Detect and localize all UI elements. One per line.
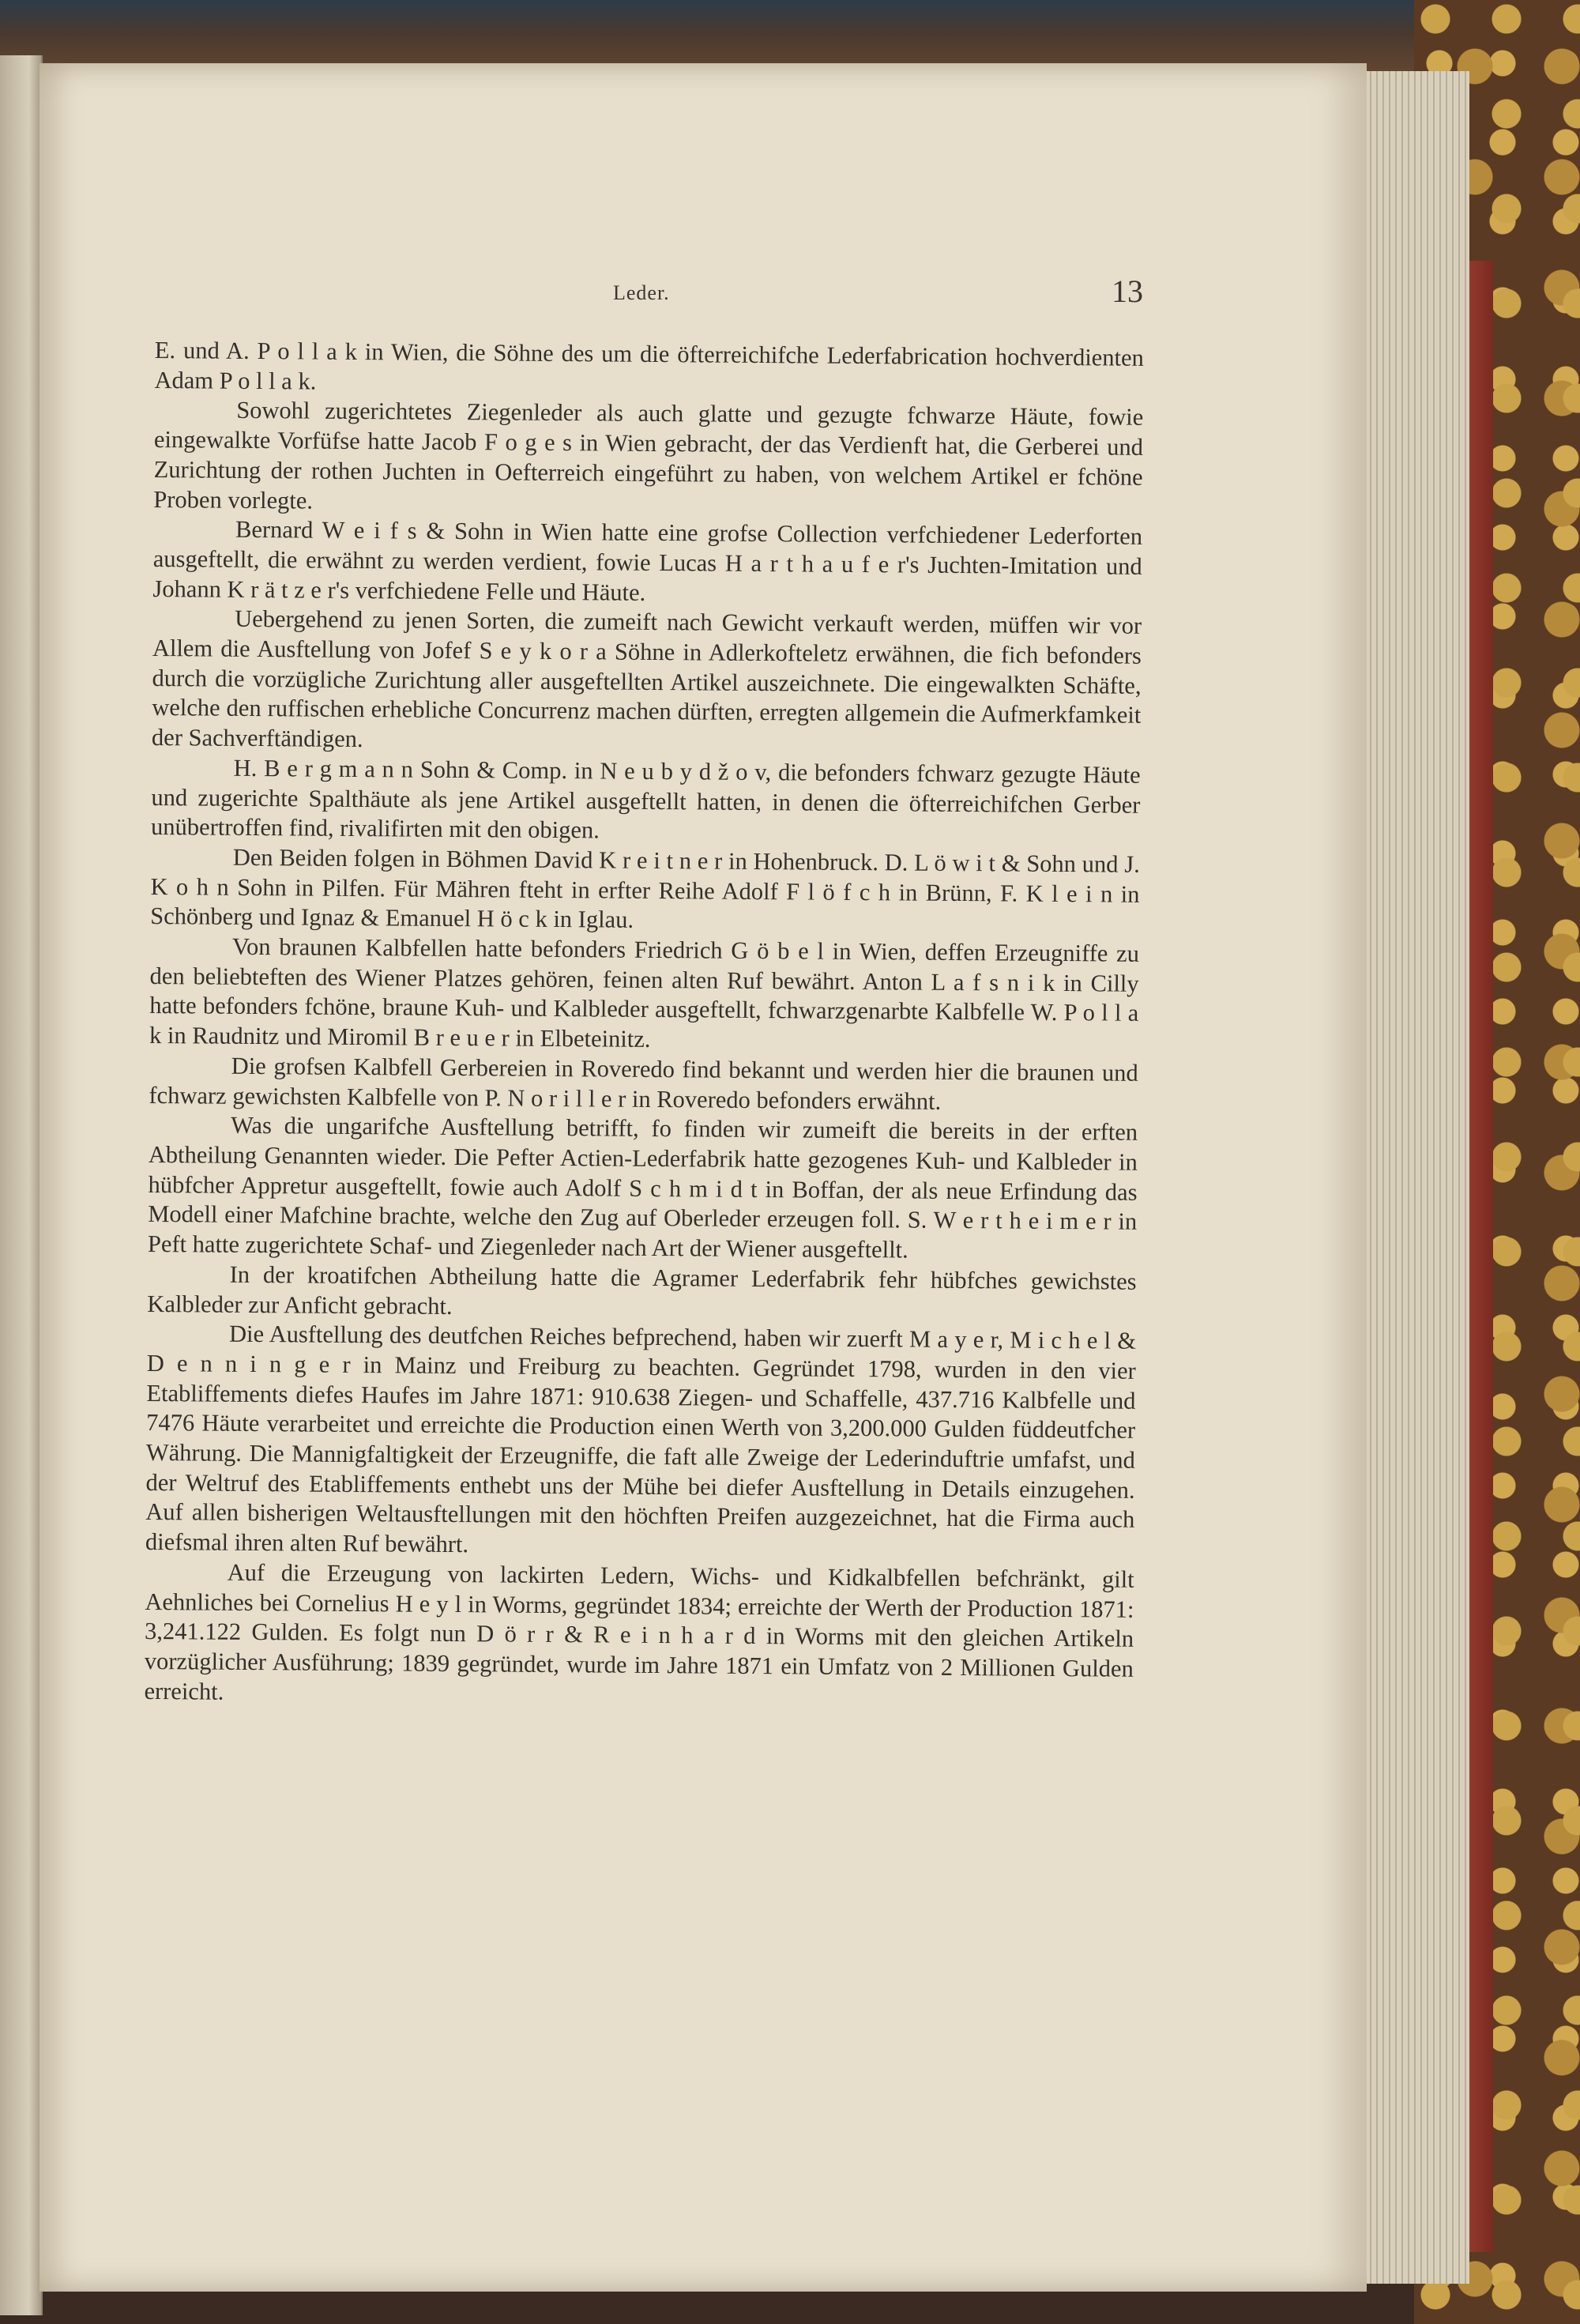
paragraph: Uebergehend zu jenen Sorten, die zumeift nach Gewicht verkauft werden, müffen wir vor Allem die Ausftellung von Jofef S e y k o r a Söhne in Adlerkofteletz erwähnen, die fich befonders durch die vorzügliche Zurichtung aller ausgeftellten Artikel auszeichnete. Die eingewalkten Schäfte, welche den ruffischen erhebliche Concurrenz machen dürften, erregten allgemein die Aufmerkfamkeit der Sachverftändigen. [151, 605, 1142, 753]
paragraph: E. und A. P o l l a k in Wien, die Söhne des um die öfterreichifche Lederfabrication hochverdienten Adam P o l l a k. [154, 336, 1144, 395]
paragraph: Die Ausftellung des deutfchen Reiches befprechend, haben wir zuerft M a y e r, M i c h e l & D e n n i n g e r in Mainz und Freiburg zu beachten. Gegründet 1798, wurden in den vier Etabliffements diefes Haufes im Jahre 1871: 910.638 Ziegen- und Schaffelle, 437.716 Kalbfelle und 7476 Häute verarbeitet und erreichte die Production einen Werth von 3,200.000 Gulden füddeutfcher Währung. Die Mannigfaltigkeit der Erzeugniffe, die faft alle Zweige der Lederinduftrie umfafst, und der Weltruf des Etabliffements enthebt uns der Mühe bei diefer Ausftellung in Details einzugehen. Auf allen bisherigen Weltausftellungen mit den höchften Preifen auzgezeichnet, hat die Firma auch diefsmal ihren alten Ruf bewährt. [145, 1320, 1137, 1558]
paragraph: Von braunen Kalbfellen hatte befonders Friedrich G ö b e l in Wien, deffen Erzeugniffe zu den beliebteften des Wiener Platzes gehören, feinen alten Ruf bewährt. Anton L a f s n i k in Cilly hatte befonders fchöne, braune Kuh- und Kalbleder ausgeftellt, fchwarzgenarbte Kalbfelle W. P o l l a k in Raudnitz und Miromil B r e u e r in Elbeteinitz. [149, 932, 1140, 1053]
page-number: 13 [1112, 273, 1143, 309]
paragraph: Auf die Erzeugung von lackirten Ledern, Wichs- und Kidkalbfellen befchränkt, gilt Aehnliches bei Cornelius H e y l in Worms, gegründet 1834; erreichte der Werth der Production 1871: 3,241.122 Gulden. Es folgt nun D ö r r & R e i n h a r d in Worms mit den gleichen Artikeln vorzüglicher Ausführung; 1839 gegründet, wurde im Jahre 1871 ein Umfatz von 2 Millionen Gulden erreicht. [144, 1558, 1134, 1705]
body-text [144, 336, 1144, 1714]
paragraph: H. B e r g m a n n Sohn & Comp. in N e u b y d ž o v, die befonders fchwarz gezugte Häute und zugerichte Spalthäute als jene Artikel ausgeftellt hatten, in denen die öfterreichifchen Gerber unübertroffen find, rivalifirten mit den obigen. [150, 754, 1141, 844]
paragraph: Die grofsen Kalbfell Gerbereien in Roveredo find bekannt und werden hier die braunen und fchwarz gewichsten Kalbfelle von P. N o r i l l e r in Roveredo befonders erwähnt. [149, 1052, 1138, 1115]
facing-page-edge [0, 55, 43, 2315]
paragraph: Den Beiden folgen in Böhmen David K r e i t n e r in Hohenbruck. D. L ö w i t & Sohn und J. K o h n Sohn in Pilfen. Für Mähren fteht in erfter Reihe Adolf F l ö f c h in Brünn, F. K l e i n in Schönberg und Ignaz & Emanuel H ö c k in Iglau. [150, 843, 1140, 934]
paragraph: Sowohl zugerichtetes Ziegenleder als auch glatte und gezugte fchwarze Häute, fowie eingewalkte Vorfüfse hatte Jacob F o g e s in Wien gebracht, der das Verdienft hat, die Gerberei und Zurichtung der rothen Juchten in Oefterreich eingeführt zu haben, von welchem Artikel er fchöne Proben vorlegte. [153, 397, 1144, 514]
page-block-edges [1359, 71, 1469, 2284]
running-title: Leder. [613, 281, 670, 304]
paragraph: In der kroatifchen Abtheilung hatte die Agramer Lederfabrik fehr hübfches gewichstes Kalbleder zur Anficht gebracht. [147, 1260, 1137, 1320]
paragraph: Was die ungarifche Ausftellung betrifft, fo finden wir zumeift die bereits in der erften Abtheilung Genannten wieder. Die Pefter Actien-Lederfabrik hatte gezogenes Kuh- und Kalbleder in hübfcher Appretur ausgeftellt, fowie auch Adolf S c h m i d t in Boffan, der als neue Erfindung das Modell einer Mafchine brachte, welche den Zug auf Oberleder erzeugen foll. S. W e r t h e i m e r in Peft hatte zugerichtete Schaf- und Ziegenleder nach Art der Wiener ausgeftellt. [147, 1112, 1138, 1264]
paragraph: Bernard W e i f s & Sohn in Wien hatte eine grofse Collection verfchiedener Lederforten ausgeftellt, die erwähnt zu werden verdient, fowie Lucas H a r t h a u f e r's Juchten-Imitation und Johann K r ä t z e r's verfchiedene Felle und Häute. [152, 516, 1143, 606]
